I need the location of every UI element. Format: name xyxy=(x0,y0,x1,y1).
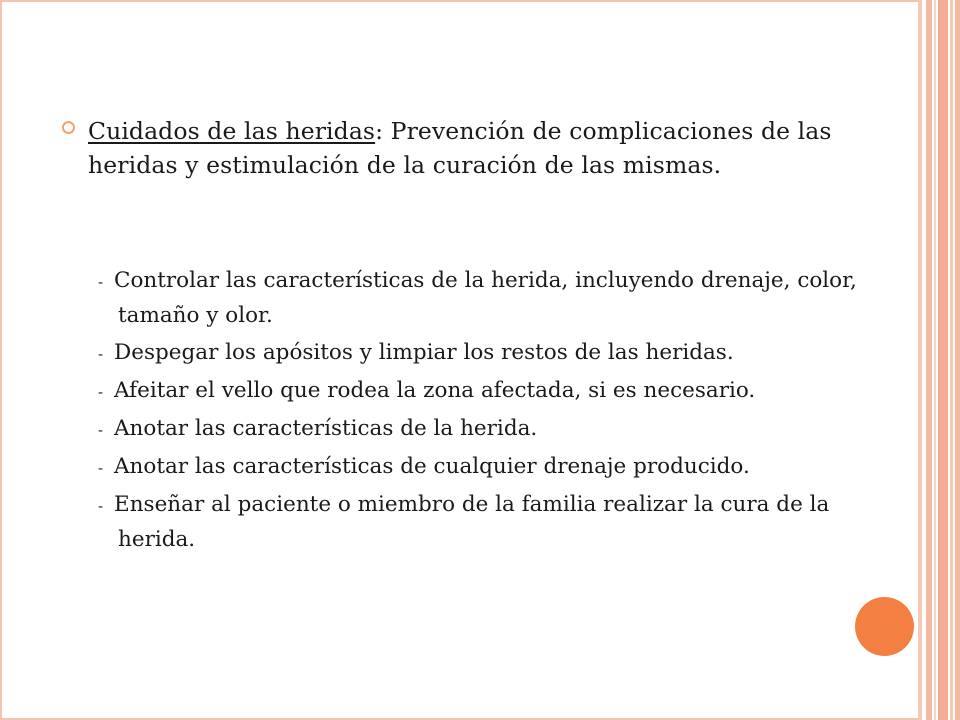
list-item xyxy=(98,488,878,557)
decorative-circle xyxy=(855,597,914,656)
stripe xyxy=(934,0,936,720)
dash-marker: - xyxy=(98,345,104,363)
stripe xyxy=(938,0,948,720)
list-item xyxy=(98,264,878,333)
stripe xyxy=(955,0,960,720)
list-item xyxy=(98,450,878,485)
bullet-body: : Prevención de complicaciones de las heridas y estimulación de la curación de las mismas. xyxy=(88,117,832,179)
dash-marker: - xyxy=(98,421,104,439)
list-item xyxy=(98,412,878,447)
dash-marker: - xyxy=(98,459,104,477)
stripe xyxy=(950,0,953,720)
bullet-text xyxy=(88,114,862,182)
ring-bullet-icon xyxy=(62,121,75,134)
stripe xyxy=(918,0,922,720)
item-list xyxy=(98,264,878,557)
item-text: Despegar los apósitos y limpiar los restos de las heridas. xyxy=(114,340,734,365)
item-text: Enseñar al paciente o miembro de la familia realizar la cura de la herida. xyxy=(114,492,830,552)
list-item xyxy=(98,374,878,409)
dash-marker: - xyxy=(98,383,104,401)
decorative-stripes xyxy=(918,0,960,720)
dash-marker: - xyxy=(98,497,104,515)
dash-marker: - xyxy=(98,273,104,291)
bullet-point xyxy=(62,114,862,182)
list-item xyxy=(98,336,878,371)
item-text: Anotar las características de cualquier drenaje producido. xyxy=(114,454,750,479)
item-text: Controlar las características de la herida, incluyendo drenaje, color, tamaño y olor. xyxy=(114,268,857,328)
bullet-heading: Cuidados de las heridas xyxy=(88,117,376,145)
stripe xyxy=(926,0,932,720)
item-text: Afeitar el vello que rodea la zona afectada, si es necesario. xyxy=(114,378,756,403)
item-text: Anotar las características de la herida. xyxy=(114,416,538,441)
